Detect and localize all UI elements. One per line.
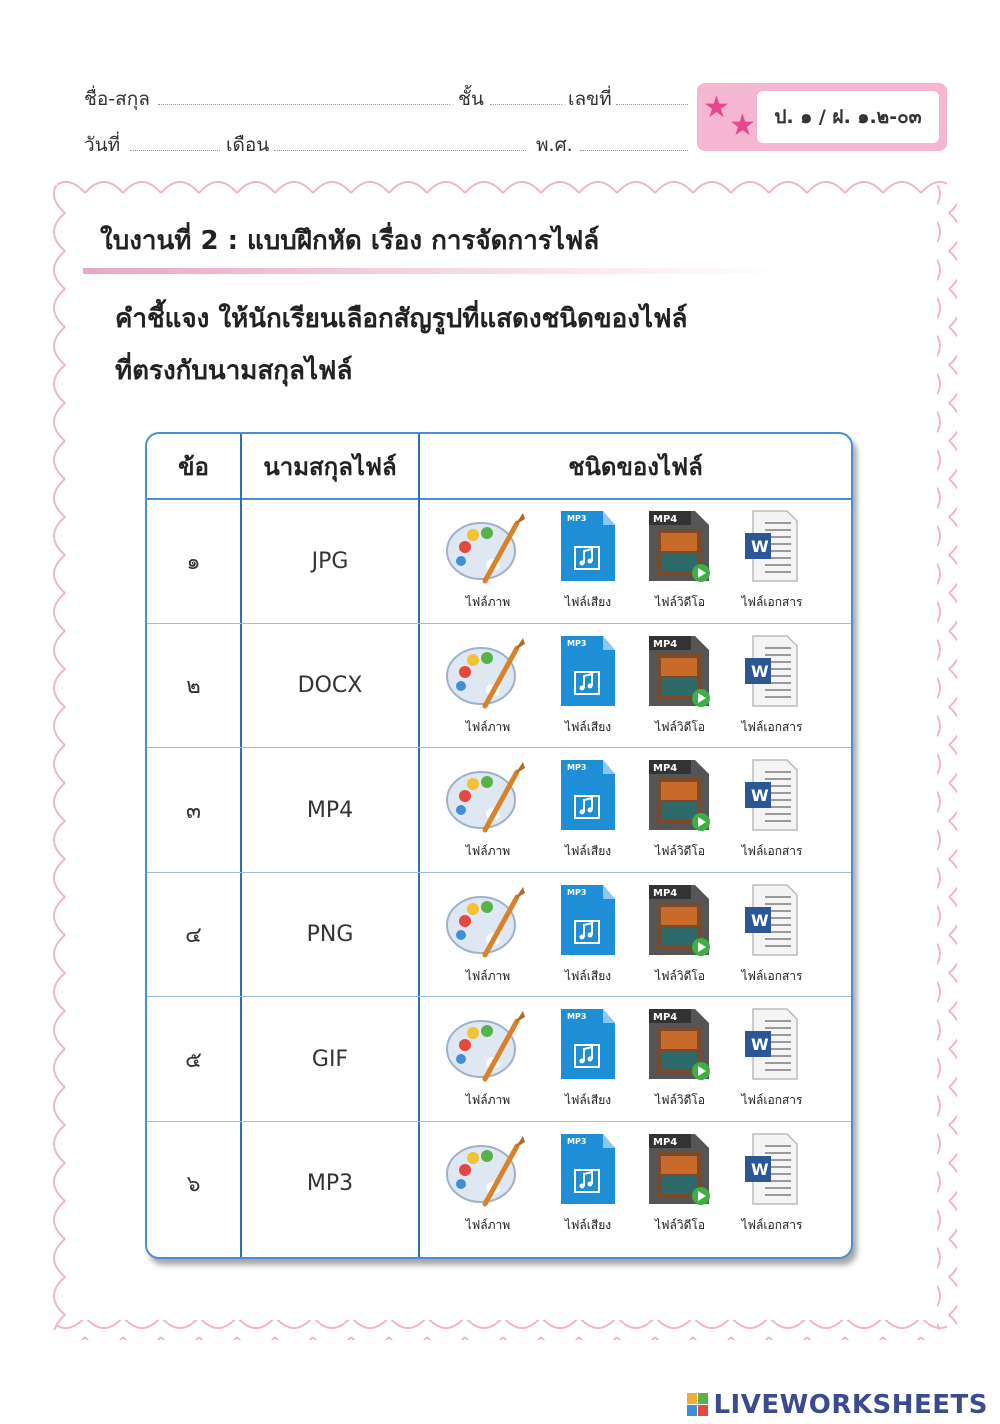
svg-text:MP4: MP4	[653, 1012, 678, 1023]
option-label: ไฟล์วิดีโอ	[654, 1217, 706, 1232]
file-type-option[interactable]	[443, 756, 533, 866]
option-label: ไฟล์ภาพ	[465, 1093, 511, 1107]
table-row	[147, 499, 851, 623]
file-type-option[interactable]	[443, 1130, 533, 1240]
liveworksheets-logo-icon	[687, 1393, 709, 1417]
worksheet-title: ใบงานที่ 2 : แบบฝึกหัด เรื่อง การจัดการไฟล์	[100, 226, 600, 256]
option-label: ไฟล์วิดีโอ	[654, 1093, 706, 1107]
table-row	[147, 748, 851, 872]
option-label: ไฟล์วิดีโอ	[654, 719, 706, 734]
row-number: ๔	[185, 923, 202, 948]
svg-text:W: W	[751, 910, 769, 930]
option-label: ไฟล์วิดีโอ	[654, 844, 706, 858]
file-type-option[interactable]	[543, 632, 633, 742]
file-type-option[interactable]	[635, 881, 725, 991]
option-label: ไฟล์ภาพ	[465, 719, 511, 734]
row-extension: GIF	[311, 1046, 349, 1072]
option-label: ไฟล์ภาพ	[465, 1217, 511, 1232]
answer-table	[145, 432, 853, 1259]
svg-text:MP4: MP4	[653, 514, 678, 525]
date-field[interactable]	[130, 150, 220, 151]
svg-text:W: W	[751, 661, 769, 681]
year-label: พ.ศ.	[536, 134, 573, 156]
star-icon: ★	[703, 90, 730, 125]
brand-name: LIVEWORKSHEETS	[713, 1390, 988, 1420]
file-type-option[interactable]	[543, 507, 633, 617]
file-type-option[interactable]	[635, 632, 725, 742]
option-label: ไฟล์เอกสาร	[741, 968, 803, 983]
svg-text:MP3: MP3	[567, 1012, 587, 1021]
option-label: ไฟล์เอกสาร	[741, 1093, 803, 1107]
file-type-option[interactable]	[543, 881, 633, 991]
table-row	[147, 997, 851, 1121]
option-label: ไฟล์เอกสาร	[741, 595, 803, 609]
name-label: ชื่อ-สกุล	[84, 88, 150, 110]
file-type-option[interactable]	[443, 1005, 533, 1115]
option-label: ไฟล์เอกสาร	[741, 719, 803, 734]
svg-text:W: W	[751, 1035, 769, 1054]
file-type-option[interactable]	[635, 1005, 725, 1115]
class-label: ชั้น	[458, 88, 484, 110]
number-label: เลขที่	[568, 88, 612, 110]
file-type-option[interactable]	[543, 1005, 633, 1115]
file-type-option[interactable]	[635, 507, 725, 617]
svg-text:MP4: MP4	[653, 887, 678, 899]
option-label: ไฟล์วิดีโอ	[654, 968, 706, 983]
svg-text:MP4: MP4	[653, 1136, 678, 1148]
row-extension: MP3	[306, 1171, 354, 1196]
title-underline	[83, 268, 783, 274]
file-type-option[interactable]	[635, 1130, 725, 1240]
svg-text:W: W	[751, 537, 769, 556]
row-extension: PNG	[306, 922, 354, 947]
option-label: ไฟล์เอกสาร	[741, 844, 803, 858]
row-extension: JPG	[311, 548, 349, 574]
header-number: ข้อ	[178, 452, 209, 481]
svg-text:MP3: MP3	[567, 514, 587, 523]
number-field[interactable]	[616, 104, 688, 105]
option-label: ไฟล์เสียง	[564, 595, 612, 609]
svg-text:MP3: MP3	[567, 887, 587, 897]
file-type-option[interactable]	[443, 632, 533, 742]
file-type-option[interactable]	[727, 632, 817, 742]
file-type-option[interactable]	[635, 756, 725, 866]
level-code: ป. ๑ / ฝ. ๑.๒-๐๓	[757, 91, 939, 143]
svg-text:MP3: MP3	[567, 638, 587, 648]
option-label: ไฟล์วิดีโอ	[654, 595, 706, 609]
date-label: วันที่	[84, 134, 121, 156]
option-label: ไฟล์เสียง	[564, 968, 612, 983]
svg-text:MP3: MP3	[567, 1136, 587, 1146]
svg-text:MP3: MP3	[567, 763, 587, 772]
file-type-option[interactable]	[727, 507, 817, 617]
row-number: ๓	[185, 798, 202, 824]
option-label: ไฟล์เสียง	[564, 1093, 612, 1107]
option-label: ไฟล์เสียง	[564, 719, 612, 734]
file-type-option[interactable]	[727, 1130, 817, 1240]
month-field[interactable]	[274, 150, 526, 151]
option-label: ไฟล์เอกสาร	[741, 1217, 803, 1232]
option-label: ไฟล์ภาพ	[465, 595, 511, 609]
file-type-option[interactable]	[443, 881, 533, 991]
table-row	[147, 1122, 851, 1246]
file-type-option[interactable]	[543, 756, 633, 866]
table-row	[147, 873, 851, 997]
name-field[interactable]	[158, 104, 450, 105]
instructions-line-2: ที่ตรงกับนามสกุลไฟล์	[115, 356, 353, 386]
svg-text:MP4: MP4	[653, 763, 678, 774]
svg-text:W: W	[751, 1159, 769, 1179]
table-row	[147, 624, 851, 748]
svg-text:W: W	[751, 786, 769, 805]
row-number: ๑	[186, 549, 201, 575]
row-extension: DOCX	[297, 673, 363, 698]
class-field[interactable]	[490, 104, 562, 105]
option-label: ไฟล์เสียง	[564, 844, 612, 858]
file-type-option[interactable]	[443, 507, 533, 617]
header-file-type: ชนิดของไฟล์	[568, 452, 703, 481]
svg-text:MP4: MP4	[653, 638, 678, 650]
row-number: ๖	[186, 1172, 201, 1197]
file-type-option[interactable]	[727, 1005, 817, 1115]
level-badge	[697, 83, 947, 151]
instructions-line-1: คำชี้แจง ให้นักเรียนเลือกสัญรูปที่แสดงชนิดของไฟล์	[115, 304, 688, 334]
star-icon: ★	[729, 108, 756, 143]
option-label: ไฟล์เสียง	[564, 1217, 612, 1232]
brand	[687, 1390, 988, 1420]
option-label: ไฟล์ภาพ	[465, 844, 511, 858]
year-field[interactable]	[580, 150, 688, 151]
row-number: ๒	[186, 674, 201, 699]
month-label: เดือน	[226, 134, 270, 156]
row-extension: MP4	[306, 797, 354, 823]
file-type-option[interactable]	[727, 756, 817, 866]
header-extension: นามสกุลไฟล์	[263, 452, 397, 481]
row-number: ๕	[185, 1047, 202, 1073]
option-label: ไฟล์ภาพ	[465, 968, 511, 983]
file-type-option[interactable]	[543, 1130, 633, 1240]
table-header	[147, 434, 851, 500]
file-type-option[interactable]	[727, 881, 817, 991]
